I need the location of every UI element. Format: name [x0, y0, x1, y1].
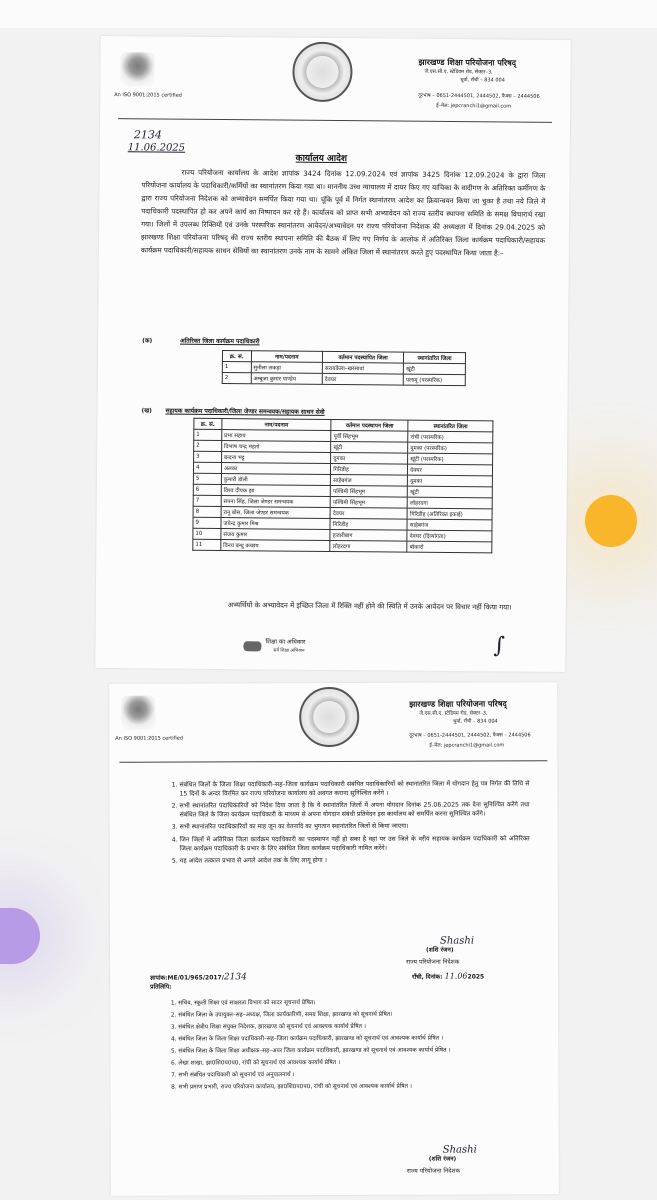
table-b-cell: कुमारी डॉली	[221, 474, 331, 486]
section-b-title: सहायक कार्यक्रम पदाधिकारी/जिला जेण्डर समन्वयक/सहायक साधन सेवी	[165, 407, 325, 416]
purple-dot-decoration	[0, 908, 40, 964]
copies-list	[166, 998, 530, 1095]
table-a-cell: खूंटी	[404, 363, 466, 375]
table-b-cell: विभाष चन्द्र महतो	[222, 441, 332, 453]
header-rule	[118, 118, 552, 123]
point-item: 4. जिन जिलों में अतिरिक्त जिला कार्यक्रम पदाधिकारी का पदस्थापन नहीं हो सका है वहां पर उस जिले के वरीय सहायक कार्यक्रम पदाधिकारी को अतिरिक्त जिला कार्यक्रम पदाधिकारी के प्रभार के लिए संबंधित जिला कार्यक्रम पदाधिकारी नामित करेंगे।	[180, 835, 530, 853]
letterhead-address1-2: जे.एस.सी.ए. स्टेडियम रोड, सेक्टर–3,	[419, 710, 488, 717]
table-b-cell: 5	[193, 473, 221, 484]
footer-slogan: शिक्षा का अधिकार	[265, 638, 306, 646]
footer-sub: सर्व शिक्षा अभियान	[273, 648, 305, 654]
letterhead-contact-2: दूरभाष – 0651-2444501, 2444502, फैक्स – 2444506	[409, 732, 531, 739]
point-item: 2. सभी स्थानांतरित पदाधिकारियों को निदेश दिया जाता है कि वे स्थानांतरित जिलों में अपना योगदान दिनांक 25.06.2025 तक देना सुनिश्चित करेंगे तथा संबंधित जिले के जिला कार्यक्रम पदाधिकारी के माध्यम से अपना योगदान संबंधी प्रतिवेदन इस कार्यालय को समर्पित करना सुनिश्चित करेंगे।	[180, 802, 530, 820]
signer2-title: राज्य परियोजना निदेशक	[406, 1167, 461, 1175]
table-a	[222, 350, 466, 386]
point-item: 1. संबंधित जिलों के जिला शिक्षा पदाधिकारी–सह–जिला कार्यक्रम पदाधिकारी संबंधित पदाधिकारियों को स्थानांतरित जिला में योगदान हेतु पत्र निर्गत की तिथि से 15 दिनों के अन्दर विरमित कर राज्य परियोजना कार्यालय को अवगत कराना सुनिश्चित करेंगे ।	[179, 780, 529, 798]
signature-scribble-2: Shashi	[442, 1144, 477, 1156]
table-b-cell: देवघर (दिव्यांगता)	[407, 530, 492, 542]
copy-item: 6. लेखा शाखा, झा0शि0प0प0, रांची को सूचनार्थ एवं आवश्यक कार्यार्थ प्रेषित ।	[178, 1058, 530, 1067]
memo-hw-number: 2134	[223, 972, 247, 983]
table-a-cell: अम्बुजा कुमार पाण्डेय	[251, 373, 323, 385]
document-page-2	[109, 682, 559, 1196]
government-emblem	[292, 42, 353, 103]
letterhead-address2-2: धुर्वा, राँची – 834 004	[453, 718, 498, 725]
memo-date-hw: 11.06	[444, 971, 468, 981]
table-b-cell: गिरिडीह (अतिरिक्त इकाई)	[407, 508, 492, 520]
table-b-cell: बोकारो	[407, 541, 492, 553]
memo-number	[150, 973, 247, 982]
copy-item: 4. संबंधित जिला के जिला शिक्षा पदाधिकारी–सह–जिला कार्यक्रम पदाधिकारी, झारखण्ड को सूचनार्थ एवं आवश्यक कार्यार्थ प्रेषित ।	[178, 1034, 530, 1043]
copy-item: 2. संबंधित जिला के उपायुक्त–सह–अध्यक्ष, जिला कार्यकारिणी, समग्र शिक्षा, झारखण्ड को सूचनार्थ प्रेषित।	[178, 1010, 530, 1019]
point-item: 5. यह आदेश तत्काल प्रभाव से अगले आदेश तक के लिए लागू होगा ।	[180, 856, 530, 866]
table-b-cell: दुमका (परस्परिक)	[408, 442, 493, 454]
table-a-row	[222, 373, 465, 386]
header-rule-2	[119, 760, 547, 762]
letterhead-org-name-2: झारखण्ड शिक्षा परियोजना परिषद्	[409, 699, 507, 709]
yellow-dot-decoration	[585, 495, 637, 547]
memo-date-year: 2025	[467, 973, 485, 981]
section-a-label: (क)	[142, 337, 153, 345]
table-b-header-cell: स्थानांतरित जिला	[408, 420, 493, 432]
table-b-cell: 4	[193, 462, 221, 473]
table-b-cell: 2	[194, 440, 222, 451]
iso-text-2: An ISO 9001:2015 certified	[115, 735, 184, 742]
footer-pencil-icon	[243, 641, 261, 651]
document-page-1	[95, 36, 570, 672]
signer-name: (शशि रंजन)	[426, 946, 454, 954]
table-b-cell: 9	[193, 517, 221, 528]
letterhead-email-2: ई–मेल: jepcranchi1@gmail.com	[429, 742, 505, 749]
table-b-cell: 1	[194, 429, 222, 440]
table-b-cell: लोहरदगा	[407, 497, 492, 509]
table-b-cell: साहेबगंज	[331, 474, 408, 486]
table-b-cell: जयेन्द्र कुमार मिश्र	[221, 518, 331, 530]
table-a-header-cell: स्थानांतरित जिला	[404, 352, 466, 364]
viewer-top-bar	[0, 0, 657, 28]
table-b-cell: दुमका	[331, 452, 408, 464]
signature-scribble: Shashi	[439, 935, 475, 947]
table-b-cell: दुमका	[408, 475, 493, 487]
copy-item: 1. सचिव, स्कूली शिक्षा एवं साक्षरता विभाग को सादर सूचनार्थ प्रेषित।	[178, 998, 530, 1007]
table-b-cell: 11	[193, 539, 221, 550]
jepc-logo-2	[121, 696, 155, 730]
table-a-header-cell: वर्तमान पदस्थापित जिला	[322, 351, 403, 363]
table-b-cell: खूंटी	[331, 441, 408, 453]
section-b-label: (ख)	[141, 407, 152, 415]
table-b-cell: रांची (परस्परिक)	[408, 431, 493, 443]
page1-signature: ∫	[493, 633, 506, 659]
letterhead-address1: जे.एस.सी.ए. स्टेडियम रोड, सेक्टर–3,	[424, 68, 493, 76]
table-b	[192, 418, 493, 554]
points-list	[167, 780, 529, 870]
jepc-logo	[120, 52, 154, 86]
table-b-row	[193, 539, 492, 553]
table-a-cell: सरायकेला–खरसावां	[322, 362, 403, 374]
copy-item: 8. सभी प्रमाण प्रभारी, राज्य परियोजना कार्यालय, झा0शि0प0प0, रांची को सूचनार्थ एवं आवश्यक कार्यार्थ प्रेषित ।	[179, 1082, 531, 1091]
memo-date	[412, 972, 484, 981]
copy-item: 3. संबंधित क्षेत्रीय शिक्षा संयुक्त निदेशक, झारखण्ड को सूचनार्थ एवं आवश्यक कार्यार्थ प्रेषित ।	[178, 1022, 530, 1031]
table-b-cell: 8	[193, 506, 221, 517]
table-b-cell: 3	[194, 451, 222, 462]
closing-paragraph: अभ्यर्थियों के अभ्यावेदन में इच्छित जिला में रिक्ति नहीं होने की स्थिति में उनके आवेदन पर विचार नहीं किया गया।	[227, 601, 512, 612]
section-a-title: अतिरिक्त जिला कार्यक्रम पदाधिकारी	[180, 337, 260, 346]
table-b-cell: देवघर	[330, 507, 407, 519]
table-b-cell: 7	[193, 495, 221, 506]
order-paragraph: राज्य परियोजना कार्यालय के आदेश ज्ञापांक 3424 दिनांक 12.09.2024 एवं ज्ञापांक 3425 दिनांक 12.09.2024 के द्वारा जिला परियोजना कार्यालय के पदाधिकारी/कर्मियों का स्थानांतरण किया गया था। माननीय उच्च न्यायालय में दायर किए गए याचिका के वादीगण के अतिरिक्त कर्मीगण के द्वारा राज्य परियोजना निदेशक को अभ्यावेदन समर्पित किया गया था। चूंकि पूर्व में निर्गत स्थानांतरण आदेश का क्रियान्वयन किया जा चुका है तथा नये जिले में पदाधिकारी पदस्थापित हो कर अपने कार्य का निष्पादन कर रहे हैं। कार्यालय को प्राप्त सभी अभ्यावेदन को राज्य स्तरीय स्थापना समिति के समक्ष विचारार्थ रखा गया। जिलों में उपलब्ध रिक्तियों एवं उनके परस्परिक स्थानांतरण आवेदन/अभ्यावेदन पर राज्य परियोजना निदेशक की अध्यक्षता में दिनांक 29.04.2025 को झारखण्ड शिक्षा परियोजना परिषद् की राज्य स्तरीय स्थापना समिति की बैठक में लिए गए निर्णय के आलोक में अतिरिक्त जिला कार्यक्रम पदाधिकारी/सहायक कार्यक्रम पदाधिकारी/सहायक साधन सेवियों का स्थानांतरण उनके नाम के सामने अंकित जिला में स्थानांतरण करते हुए पदस्थापित किया जाता है:–	[140, 168, 546, 258]
table-b-header-cell: नाम/पदनाम	[222, 419, 332, 431]
table-b-cell: खूंटी	[408, 486, 493, 498]
table-b-cell: पश्चिमी सिंहभूम	[331, 485, 408, 497]
table-a-header-cell: क्र. सं.	[222, 351, 251, 362]
memo-date-label: राँची, दिनांक:	[412, 973, 443, 981]
table-b-cell: 6	[193, 484, 221, 495]
signer2-name: (शशि रंजन)	[428, 1155, 457, 1163]
table-b-cell: रानू बोस, जिला जेण्डर समन्वयक	[221, 507, 331, 519]
table-b-cell: संजय कुमार	[221, 529, 331, 541]
table-b-cell: गिरिडीह	[331, 463, 408, 475]
table-a-cell: पलामू (परस्परिक)	[403, 374, 465, 386]
table-b-cell: खूंटी (परस्परिक)	[408, 453, 493, 465]
table-b-cell: हजारीबाग	[330, 529, 407, 541]
copy-label: प्रतिलिपि:	[150, 983, 172, 991]
table-b-cell: पूर्वी सिंहभूम	[331, 430, 408, 442]
letterhead-email: ई–मेल: jepcranchi1@gmail.com	[436, 102, 512, 110]
table-b-cell: गिरिडीह	[330, 518, 407, 530]
page-title: कार्यालय आदेश	[295, 153, 348, 165]
letterhead-contact: दूरभाष – 0651-2444501, 2444502, फैक्स – 2444506	[418, 92, 540, 100]
table-a-cell: 2	[222, 373, 251, 384]
table-a-cell: सुनीला लकड़ा	[251, 362, 323, 374]
table-b-cell: साहेबगंज	[407, 519, 492, 531]
copy-item: 7. सभी संबंधित पदाधिकारी को सूचनार्थ एवं अनुपालनार्थ ।	[178, 1070, 530, 1079]
table-b-cell: अलका	[221, 463, 331, 475]
table-b-cell: 10	[193, 528, 221, 539]
footer-slogan-logo	[243, 635, 363, 660]
table-b-cell: विनय बन्धु कच्छप	[221, 540, 331, 552]
table-b-cell: पश्चिमी सिंहभूम	[330, 496, 407, 508]
table-b-cell: सपना सिंह, जिला जेण्डर समन्वयक	[221, 496, 331, 508]
table-a-header-cell: नाम/पदनाम	[251, 351, 323, 363]
handwritten-date: 11.06.2025	[127, 142, 186, 154]
iso-text: An ISO 9001:2015 certified	[114, 92, 182, 99]
table-a-cell: 1	[222, 362, 251, 373]
table-b-header-cell: वर्तमान पदस्थापन जिला	[331, 419, 408, 431]
memo-number-text: ज्ञापांक:ME/01/965/2017/	[150, 974, 224, 982]
letterhead-address2: धुर्वा, राँची – 834 004	[460, 77, 505, 84]
table-b-cell: प्रभा सहाय	[222, 430, 332, 442]
table-b-header-cell: क्र. सं.	[194, 418, 222, 429]
government-emblem-2	[299, 687, 359, 747]
copy-item: 5. संबंधित जिला के जिला शिक्षा अधीक्षक–सह–अपर जिला कार्यक्रम पदाधिकारी, झारखण्ड को सूचनार्थ एवं आवश्यक कार्यार्थ प्रेषित ।	[178, 1046, 530, 1055]
table-b-cell: देवघर	[408, 464, 493, 476]
handwritten-number: 2134	[133, 128, 162, 142]
table-b-cell: लोहरदगा	[330, 540, 407, 552]
table-b-cell: बन्दना भट्ट	[221, 452, 331, 464]
table-b-cell: विश्व दीपक झा	[221, 485, 331, 497]
signer-title: राज्य परियोजना निदेशक	[406, 958, 460, 966]
point-item: 3. सभी स्थानांतरित पदाधिकारियों का माह जून का वेतनादि का भुगतान स्थानांतरित जिलों से किया जाएगा।	[180, 823, 530, 833]
table-a-cell: देवघर	[322, 373, 403, 385]
letterhead-org-name: झारखण्ड शिक्षा परियोजना परिषद्	[418, 57, 517, 68]
